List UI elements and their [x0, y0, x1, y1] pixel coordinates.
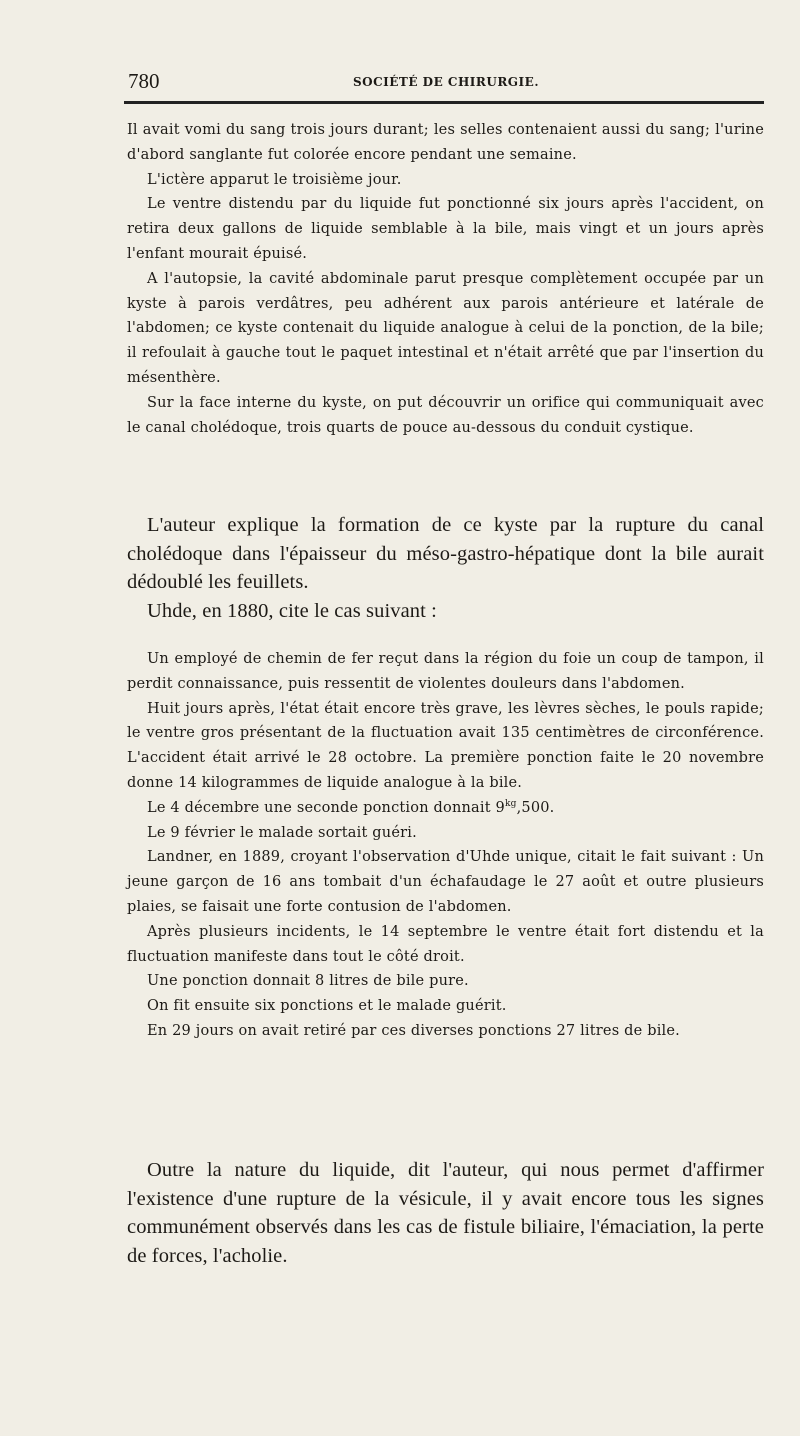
- paragraph: Huit jours après, l'état était encore très grave, les lèvres sèches, le pouls rapide; le ventre gros présentant de la fluctuation avait 135 centimètres de circonférence. L'accident était arrivé le 28 octobre. La première ponction faite le 20 novembre donne 14 kilogrammes de liquide analogue à la bile.: [127, 700, 764, 791]
- running-head: SOCIÉTÉ DE CHIRURGIE.: [352, 75, 539, 89]
- paragraph: On fit ensuite six ponctions et le malade guérit.: [147, 998, 507, 1015]
- paragraph: Le ventre distendu par du liquide fut ponctionné six jours après l'accident, on retira deux gallons de liquide semblable à la bile, mais vingt et un jours après l'enfant mourait épuisé.: [127, 196, 764, 262]
- paragraph: A l'autopsie, la cavité abdominale parut presque complètement occupée par un kyste à parois verdâtres, peu adhérent aux parois antérieure et latérale de l'abdomen; ce kyste contenait du liquide analogue à celui de la ponction, de la bile; il refoulait à gauche tout le paquet intestinal et n'était arrêté que par l'insertion du mésenthère.: [127, 270, 764, 386]
- text-run: Le 4 décembre une seconde ponction donnait 9: [147, 799, 505, 816]
- paragraph: Après plusieurs incidents, le 14 septembre le ventre était fort distendu et la fluctuation manifeste dans tout le côté droit.: [127, 923, 764, 965]
- paragraph: L'auteur explique la formation de ce kyste par la rupture du canal cholédoque dans l'épaisseur du méso-gastro-hépatique dont la bile aurait dédoublé les feuillets.: [127, 514, 764, 593]
- paragraph: Il avait vomi du sang trois jours durant; les selles contenaient aussi du sang; l'urine d'abord sanglante fut colorée encore pendant une semaine.: [127, 122, 764, 163]
- paragraph: Landner, en 1889, croyant l'observation d'Uhde unique, citait le fait suivant : Un jeune garçon de 16 ans tombait d'un échafaudage le 27 août et outre plusieurs plaies, se faisait une forte contusion de l'abdomen.: [127, 849, 764, 915]
- paragraph: Un employé de chemin de fer reçut dans la région du foie un coup de tampon, il perdit connaissance, puis ressentit de violentes douleurs dans l'abdomen.: [127, 651, 764, 692]
- case-continuation-block: [127, 118, 764, 440]
- text-run: ,500.: [516, 799, 555, 816]
- page-number: 780: [128, 69, 160, 93]
- header-rule: [124, 101, 764, 104]
- author-commentary-block: [127, 511, 764, 625]
- conclusion-block: [127, 1156, 764, 1270]
- page-header: [128, 66, 764, 96]
- paragraph: Le 9 février le malade sortait guéri.: [147, 824, 417, 841]
- paragraph: [127, 796, 764, 821]
- uhde-case-block: [127, 647, 764, 1044]
- unit-superscript: kg: [504, 798, 517, 809]
- paragraph: Une ponction donnait 8 litres de bile pure.: [147, 973, 469, 990]
- paragraph: Sur la face interne du kyste, on put découvrir un orifice qui communiquait avec le canal cholédoque, trois quarts de pouce au-dessous du conduit cystique.: [127, 394, 764, 436]
- paragraph: L'ictère apparut le troisième jour.: [147, 171, 402, 188]
- paragraph: Uhde, en 1880, cite le cas suivant :: [147, 599, 437, 622]
- paragraph: En 29 jours on avait retiré par ces diverses ponctions 27 litres de bile.: [147, 1022, 680, 1039]
- paragraph: Outre la nature du liquide, dit l'auteur, qui nous permet d'affirmer l'existence d'une rupture de la vésicule, il y avait encore tous les signes communément observés dans les cas de fistule biliaire, l'émaciation, la perte de forces, l'acholie.: [127, 1159, 764, 1267]
